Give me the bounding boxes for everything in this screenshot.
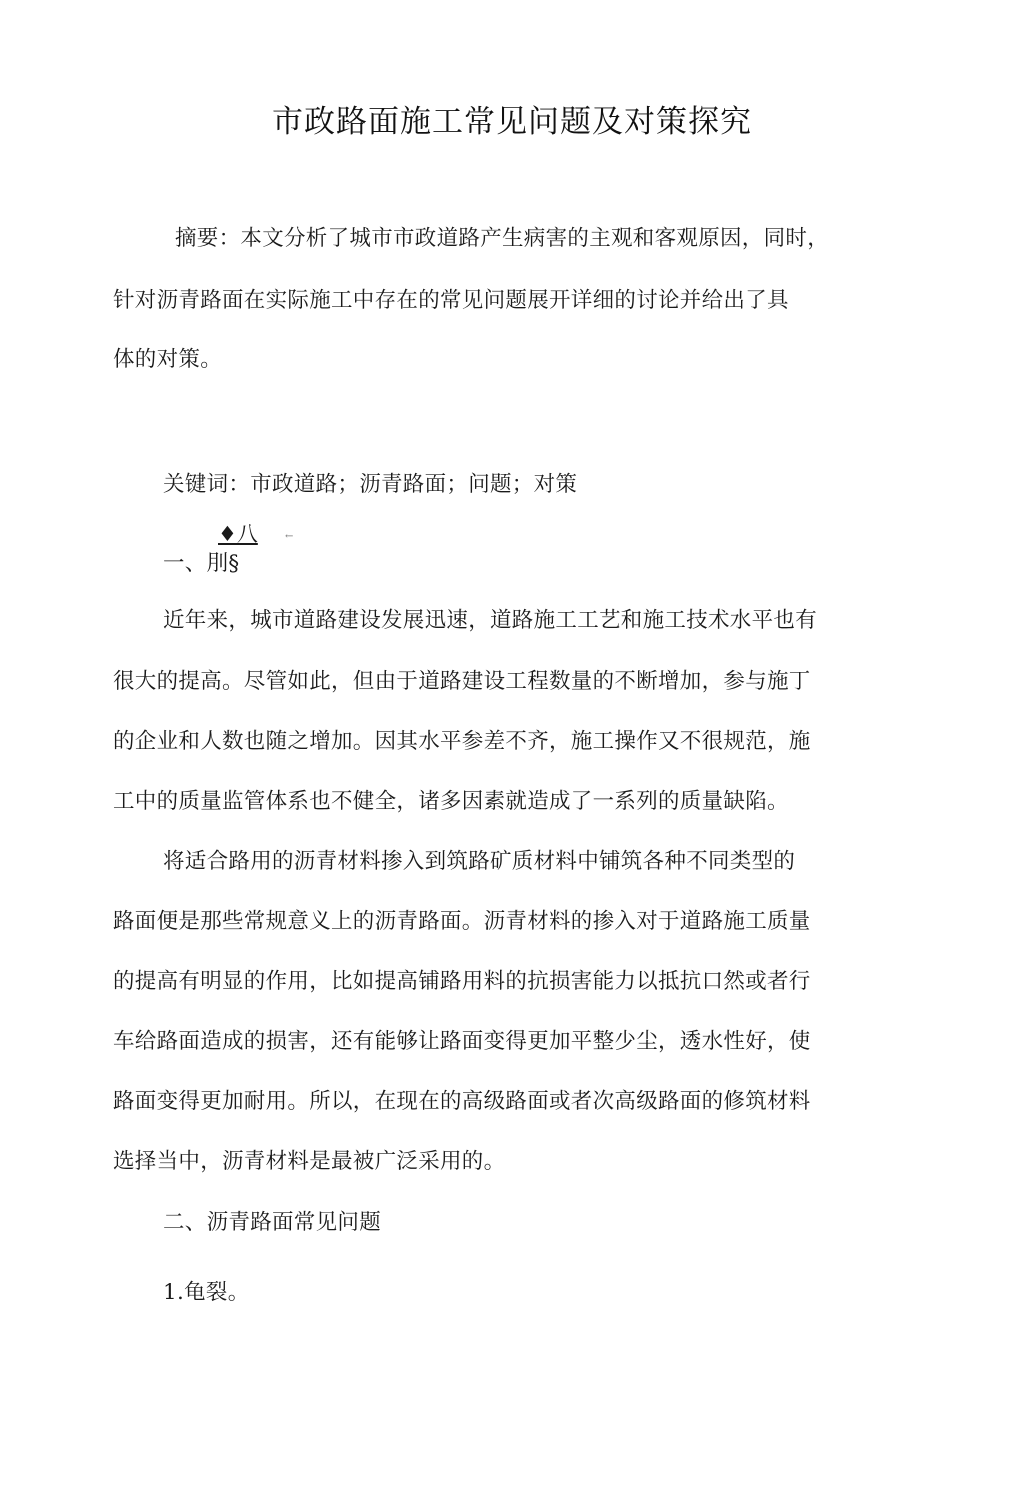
para1-line-1: 近年来，城市道路建设发展迅速，道路施工工艺和施工技术水平也有 bbox=[163, 608, 818, 633]
para1-line-3: 的企业和人数也随之增加。因其水平参差不齐，施工操作又不很规范，施 bbox=[113, 729, 811, 754]
para1-line-2: 很大的提高。尽管如此，但由于道路建设工程数量的不断增加，参与施丁 bbox=[113, 669, 811, 694]
section1-decor-symbol: ♦八 bbox=[218, 522, 258, 546]
para1-line-4: 工中的质量监管体系也不健全，诸多因素就造成了一系列的质量缺陷。 bbox=[113, 789, 789, 814]
section2-heading: 二、沥青路面常见问题 bbox=[163, 1210, 382, 1235]
keywords: 关键词：市政道路；沥青路面；问题；对策 bbox=[163, 472, 578, 497]
para2-line-5: 路面变得更加耐用。所以，在现在的高级路面或者次高级路面的修筑材料 bbox=[113, 1089, 811, 1114]
item1-heading: 1.龟裂。 bbox=[163, 1280, 250, 1305]
abstract-line-2: 针对沥青路面在实际施工中存在的常见问题展开详细的讨论并给出了具 bbox=[113, 288, 789, 313]
para2-line-2: 路面便是那些常规意义上的沥青路面。沥青材料的掺入对于道路施工质量 bbox=[113, 909, 811, 934]
para2-line-6: 选择当中，沥青材料是最被广泛采用的。 bbox=[113, 1149, 506, 1174]
para2-line-1: 将适合路用的沥青材料掺入到筑路矿质材料中铺筑各种不同类型的 bbox=[163, 849, 796, 874]
abstract-line-1: 摘要：本文分析了城市市政道路产生病害的主观和客观原因，同时， bbox=[175, 226, 830, 251]
para2-line-3: 的提高有明显的作用，比如提高铺路用料的抗损害能力以抵抗口然或者行 bbox=[113, 969, 811, 994]
section1-heading: 一、刖§ bbox=[163, 551, 240, 576]
para2-line-4: 车给路面造成的损害，还有能够让路面变得更加平整少尘，透水性好，使 bbox=[113, 1029, 811, 1054]
abstract-line-3: 体的对策。 bbox=[113, 347, 223, 372]
section1-decor-arrow: ← bbox=[285, 531, 294, 542]
document-title: 市政路面施工常见问题及对策探究 bbox=[272, 104, 752, 140]
